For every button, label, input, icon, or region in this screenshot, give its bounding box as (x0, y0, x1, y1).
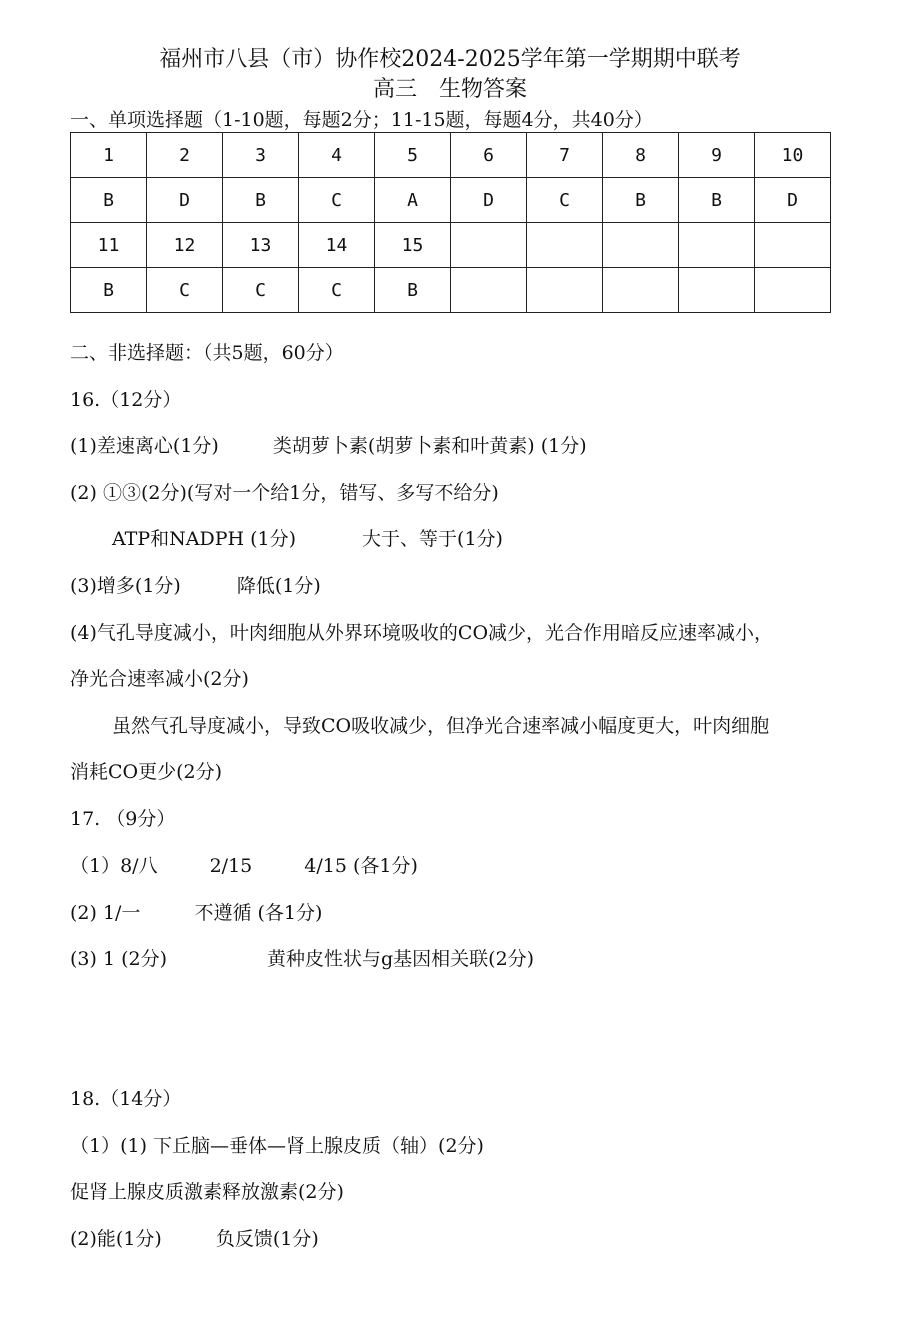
q18-part2-a: (2)能(1分) (70, 1228, 162, 1250)
table-cell: 12 (147, 223, 223, 268)
table-cell: 9 (679, 133, 755, 178)
table-row (71, 178, 831, 223)
table-cell: C (299, 178, 375, 223)
q18-part2 (70, 1224, 319, 1251)
table-cell: C (223, 268, 299, 313)
q17-title: 17. （9分） (70, 808, 176, 830)
q17-part1 (70, 851, 418, 878)
q17-part2 (70, 898, 322, 925)
q16-part4-line2: 净光合速率减小(2分) (70, 668, 249, 690)
table-cell (679, 223, 755, 268)
table-cell (451, 268, 527, 313)
table-cell: 11 (71, 223, 147, 268)
q17-part1-c: 4/15 (各1分) (304, 855, 418, 877)
table-cell: C (299, 268, 375, 313)
table-cell (527, 223, 603, 268)
q16-part1 (70, 431, 587, 458)
q16-part4-line4: 消耗CO更少(2分) (70, 761, 223, 783)
q17-part3-a: (3) 1 (2分) (70, 948, 167, 970)
table-cell (527, 268, 603, 313)
q16-part3 (70, 571, 321, 598)
table-cell: 1 (71, 133, 147, 178)
q17-part3-b: 黄种皮性状与g基因相关联(2分) (267, 948, 535, 970)
table-row (71, 133, 831, 178)
q16-part3-b: 降低(1分) (236, 575, 321, 597)
table-cell (679, 268, 755, 313)
section1-heading: 一、单项选择题（1-10题，每题2分；11-15题，每题4分，共40分） (70, 109, 653, 131)
table-cell (755, 268, 831, 313)
q18-part2-b: 负反馈(1分) (215, 1228, 319, 1250)
q18-title: 18.（14分） (70, 1088, 182, 1110)
q16-part2b-a: ATP和NADPH (1分) (112, 528, 297, 550)
q16-part1-b: 类胡萝卜素(胡萝卜素和叶黄素) (1分) (272, 435, 587, 457)
table-cell: 8 (603, 133, 679, 178)
q16-title: 16.（12分） (70, 389, 182, 411)
table-row (71, 223, 831, 268)
table-cell: 2 (147, 133, 223, 178)
q16-part2: (2) ①③(2分)(写对一个给1分，错写、多写不给分) (70, 482, 499, 504)
q16-part2b (112, 524, 503, 551)
q16-part4-line3: 虽然气孔导度减小，导致CO吸收减少，但净光合速率减小幅度更大，叶肉细胞 (112, 715, 770, 737)
table-cell: B (71, 268, 147, 313)
table-cell: C (527, 178, 603, 223)
table-cell: B (71, 178, 147, 223)
table-cell: B (679, 178, 755, 223)
table-cell: 5 (375, 133, 451, 178)
table-cell: 14 (299, 223, 375, 268)
q18-part1b: 促肾上腺皮质激素释放激素(2分) (70, 1181, 344, 1203)
q17-part2-b: 不遵循 (各1分) (194, 902, 323, 924)
page-title: 福州市八县（市）协作校2024-2025学年第一学期期中联考 (159, 47, 741, 72)
q16-part1-a: (1)差速离心(1分) (70, 435, 219, 457)
table-cell: B (375, 268, 451, 313)
table-cell: C (147, 268, 223, 313)
q18-part1: （1）(1) 下丘脑—垂体—肾上腺皮质（轴）(2分) (70, 1135, 484, 1157)
table-row (71, 268, 831, 313)
table-cell: D (451, 178, 527, 223)
table-cell: D (147, 178, 223, 223)
table-cell: 4 (299, 133, 375, 178)
page-subtitle: 高三 生物答案 (372, 77, 527, 102)
table-cell (603, 268, 679, 313)
q16-part3-a: (3)增多(1分) (70, 575, 181, 597)
table-cell: 13 (223, 223, 299, 268)
table-cell: D (755, 178, 831, 223)
table-cell: 6 (451, 133, 527, 178)
table-cell: 15 (375, 223, 451, 268)
q17-part3 (70, 944, 534, 971)
q17-part1-b: 2/15 (209, 855, 253, 877)
answer-table (70, 132, 831, 313)
section2-heading: 二、非选择题：（共5题，60分） (70, 342, 344, 364)
table-cell (755, 223, 831, 268)
table-cell: A (375, 178, 451, 223)
q17-part1-a: （1）8/八 (70, 855, 158, 877)
table-cell: 10 (755, 133, 831, 178)
q17-part2-a: (2) 1/一 (70, 902, 141, 924)
q16-part2b-b: 大于、等于(1分) (362, 528, 503, 550)
table-cell: B (223, 178, 299, 223)
table-cell: 7 (527, 133, 603, 178)
table-cell (451, 223, 527, 268)
q16-part4-line1: (4)气孔导度减小，叶肉细胞从外界环境吸收的CO减少，光合作用暗反应速率减小， (70, 622, 774, 644)
table-cell (603, 223, 679, 268)
table-cell: 3 (223, 133, 299, 178)
table-cell: B (603, 178, 679, 223)
